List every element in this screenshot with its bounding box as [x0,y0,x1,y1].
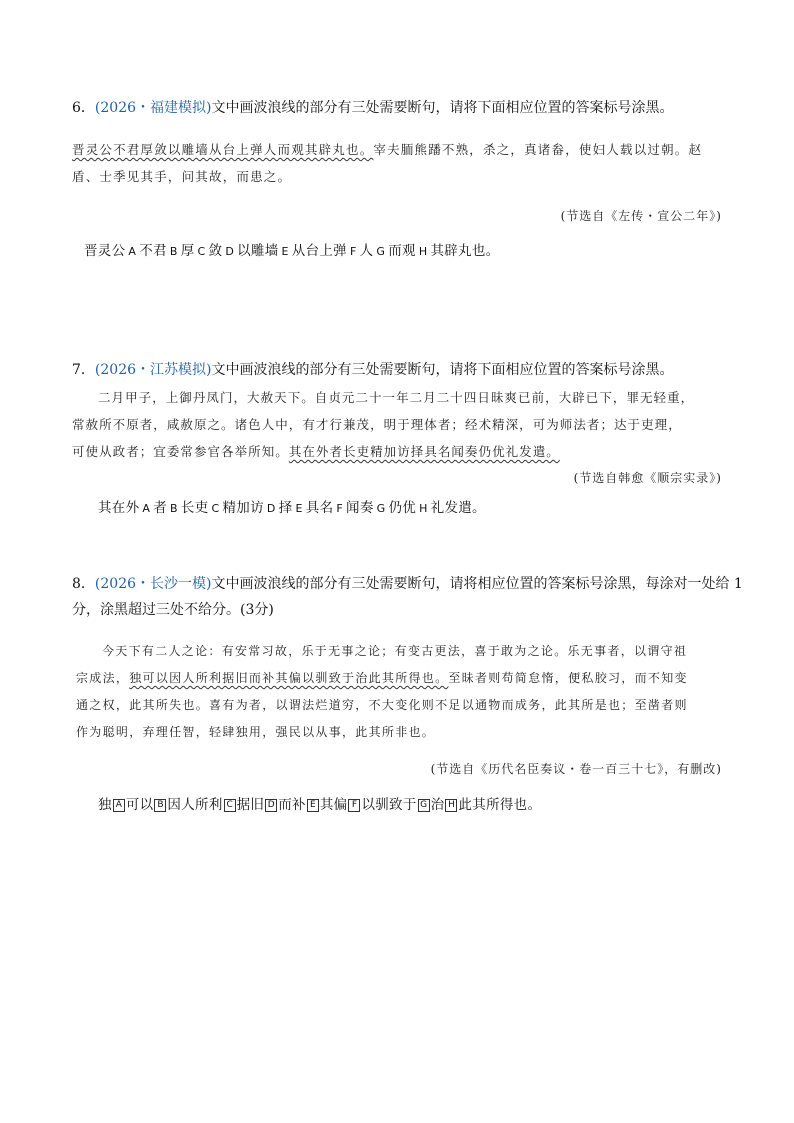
passage-text: 二月甲子，上御丹凤门，大赦天下。自贞元二十一年二月二十四日昧爽已前，大辟已下，罪无轻重， [98,390,695,405]
answer-text: 以雕墙 [237,243,279,259]
wavy-underlined-text: 独可以因人所利据旧而补其偏以驯致于治此其所得也。 [129,671,449,685]
wavy-underlined-text: 晋灵公不君厚敛以雕墙从台上弹人而观其辟丸也。 [72,142,374,157]
question-instruction: 文中画波浪线的部分有三处需要断句，请将相应位置的答案标号涂黑，每涂对一处给 1 [211,576,743,592]
answer-text: 仍优 [388,500,417,516]
answer-text: 人 [359,243,374,259]
answer-text: 此其所得也。 [458,797,542,813]
question-7-header [72,359,722,381]
answer-text: 独 [98,797,112,813]
answer-text: 不君 [139,243,167,259]
wavy-underlined-text: 其在外者长吏精加访择具名闻奏仍优礼发遣。 [288,444,560,459]
answer-line [72,496,722,516]
question-source[interactable]: (2026・长沙一模) [94,576,212,592]
passage-text: 今天下有二人之论：有安常习故，乐于无事之论；有变古更法，喜于敢为之论。乐无事者，以谓守祖 [102,644,688,658]
passage-text: 可使从政者；宜委常参官各举所知。 [72,444,289,459]
answer-text: 其在外 [98,500,140,516]
answer-text: 而观 [388,243,416,259]
answer-text: 因人所利 [167,797,223,813]
question-6-header [72,97,722,119]
answer-mark-d[interactable]: D [266,502,276,515]
passage-text: 盾、士季见其手，问其故，而患之。 [72,169,292,184]
question-source[interactable]: (2026・江苏模拟) [94,362,212,378]
answer-mark-h[interactable]: H [445,799,457,812]
answer-text: 闻奏 [346,500,374,516]
question-instruction: 文中画波浪线的部分有三处需要断句，请将下面相应位置的答案标号涂黑。 [211,362,674,378]
answer-mark-c[interactable]: C [224,799,236,812]
answer-mark-e[interactable]: E [295,502,303,515]
answer-mark-e[interactable]: E [281,245,289,258]
answer-text: 精加访 [222,500,264,516]
citation: (节选自《左传・宣公二年》) [560,209,722,223]
question-6 [72,97,722,259]
answer-text: 晋灵公 [84,243,126,259]
answer-text: 据旧 [236,797,265,813]
answer-text: 其辟丸也。 [430,243,500,259]
answer-mark-e[interactable]: E [307,799,319,812]
question-source[interactable]: (2026・福建模拟) [94,100,212,116]
question-8-passage [72,638,722,746]
answer-mark-b[interactable]: B [169,245,178,258]
question-7 [72,359,722,516]
answer-text: 从台上弹 [291,243,347,259]
passage-text: 宰夫胹熊蹯不熟，杀之，真诸畚，使妇人载以过朝。赵 [373,142,703,157]
citation: (节选自韩愈《顺宗实录》) [573,471,722,485]
answer-text: 而补 [278,797,306,813]
answer-line [72,793,722,813]
answer-mark-f[interactable]: F [348,799,360,812]
answer-mark-g[interactable]: G [418,799,430,812]
answer-text: 者 [153,500,168,516]
answer-mark-g[interactable]: G [376,502,386,515]
answer-mark-h[interactable]: H [419,502,428,515]
answer-mark-f[interactable]: F [336,502,344,515]
answer-text: 治 [430,797,445,813]
question-8-header [72,573,743,595]
answer-text: 具名 [305,500,334,516]
question-number: 8． [72,576,95,592]
answer-text: 其偏 [319,797,348,813]
question-number: 6． [72,100,95,116]
question-8 [72,573,743,813]
passage-text: 至昧者则苟简怠惰，便私胶习，而不知变 [448,671,688,685]
question-instruction: 分，涂黑超过三处不给分。(3分) [72,602,274,618]
answer-text: 长吏 [180,500,209,516]
answer-text: 敛 [208,243,223,259]
answer-mark-a[interactable]: A [128,245,137,258]
answer-line [72,239,722,259]
answer-mark-d[interactable]: D [265,799,277,812]
answer-text: 礼发遣。 [430,500,486,516]
question-instruction: 文中画波浪线的部分有三处需要断句，请将下面相应位置的答案标号涂黑。 [211,100,674,116]
passage-text: 通之权，此其所失也。喜有为者，以谓法烂道穷，不大变化则不足以通物而成务，此其所是也；至凿者则 [76,698,688,712]
answer-mark-g[interactable]: G [376,245,386,258]
answer-text: 厚 [180,243,195,259]
answer-mark-a[interactable]: A [142,502,151,515]
answer-text: 择 [278,500,293,516]
question-6-passage [72,136,722,190]
answer-text: 可以 [125,797,154,813]
citation: (节选自《历代名臣奏议・卷一百三十七》，有删改) [430,762,722,776]
passage-text: 常赦所不原者，咸赦原之。诸色人中，有才行兼茂，明于理体者；经术精深，可为师法者；达于吏理， [72,417,682,432]
answer-mark-d[interactable]: D [225,245,235,258]
answer-text: 以驯致于 [361,797,417,813]
question-number: 7． [72,362,95,378]
passage-text: 宗成法， [76,671,130,685]
passage-text: 作为聪明，弃理任智，轻肆独用，强民以从事，此其所非也。 [76,725,436,739]
answer-mark-h[interactable]: H [418,245,428,258]
answer-mark-b[interactable]: B [154,799,166,812]
answer-mark-b[interactable]: B [170,502,178,515]
answer-mark-c[interactable]: C [197,245,206,258]
answer-mark-a[interactable]: A [113,799,125,812]
answer-mark-c[interactable]: C [211,502,220,515]
answer-mark-f[interactable]: F [349,245,357,258]
question-7-passage [72,384,722,465]
